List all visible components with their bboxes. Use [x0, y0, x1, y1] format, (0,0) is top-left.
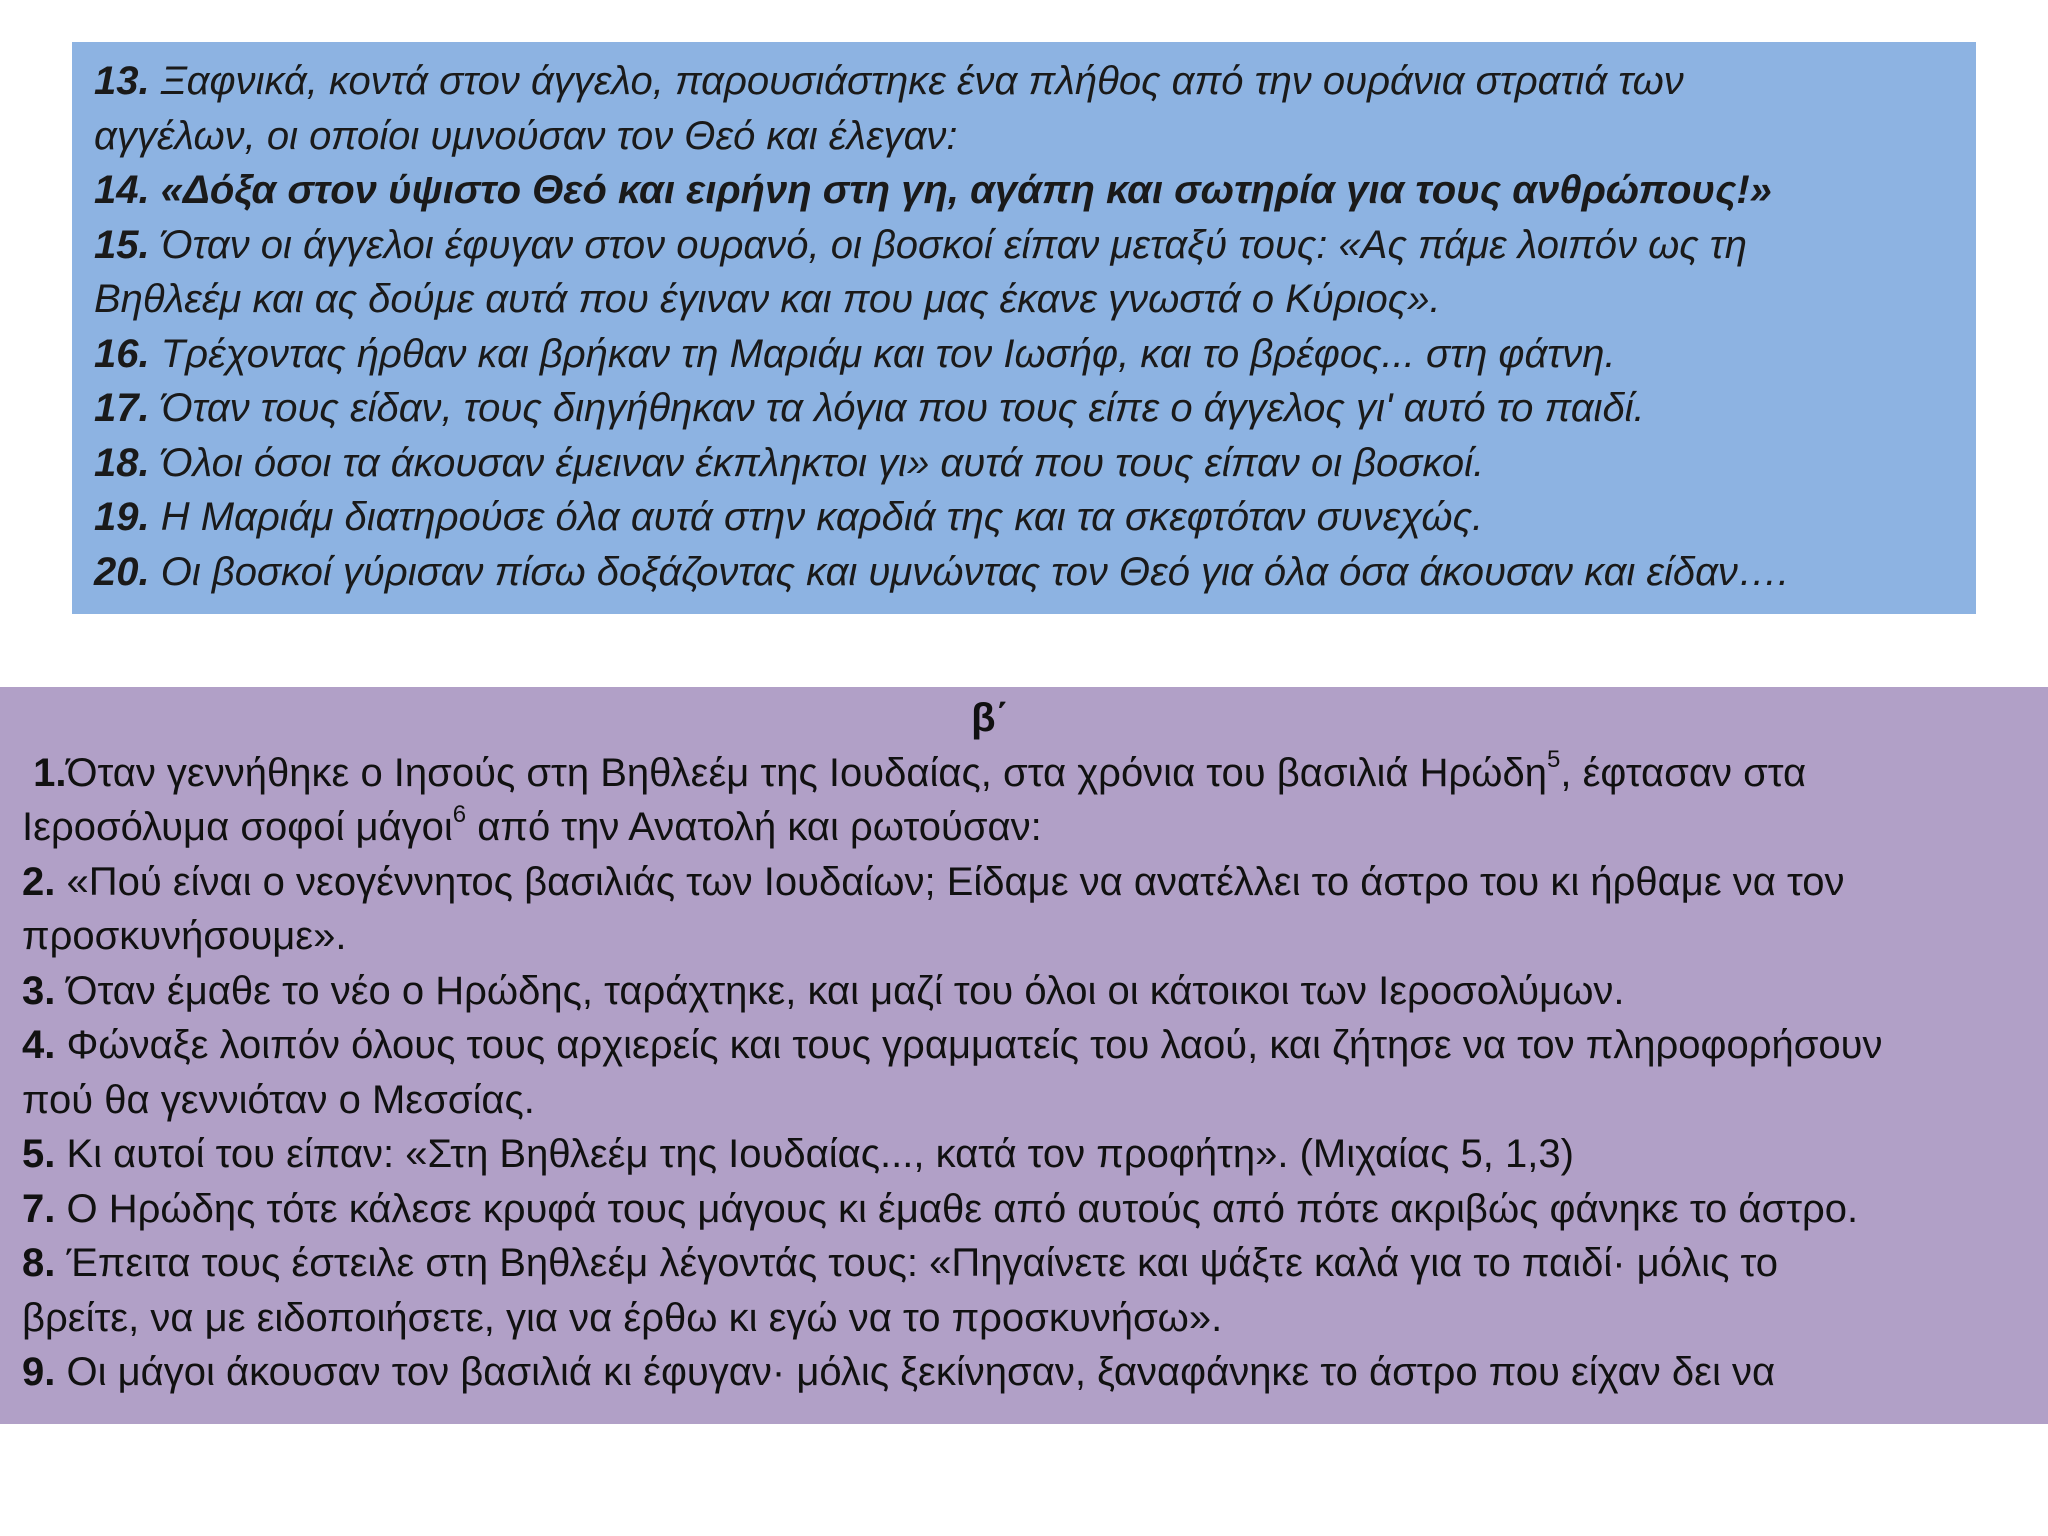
verse-number: 8.: [22, 1241, 56, 1285]
verse-text: , έφτασαν στα: [1560, 750, 1807, 795]
verse-text: Όλοι όσοι τα άκουσαν έμειναν έκπληκτοι γι» αυτά που τους είπαν οι βοσκοί.: [149, 440, 1485, 485]
verse-14-line: [94, 163, 1956, 218]
footnote-marker: 5: [1547, 746, 1561, 774]
verse-number: 5.: [22, 1132, 56, 1176]
verse-number: 15.: [94, 222, 150, 267]
verse-text: Βηθλεέμ και ας δούμε αυτά που έγιναν και που μας έκανε γνωστά ο Κύριος».: [94, 277, 1441, 321]
top-text-box: [72, 42, 1976, 614]
verse-number: 9.: [22, 1350, 56, 1394]
verse-1-line-1: [22, 746, 2028, 801]
verse-number: 20.: [94, 549, 150, 594]
verse-1-line-2: [22, 800, 2028, 855]
verse-number: 13.: [94, 59, 150, 103]
verse-number: 7.: [22, 1186, 56, 1231]
verse-text: Κι αυτοί του είπαν: «Στη Βηθλεέμ της Ιουδαίας..., κατά τον προφήτη». (Μιχαίας 5, 1,3): [55, 1132, 1574, 1176]
footnote-marker: 6: [452, 800, 467, 828]
verse-text: Τρέχοντας ήρθαν και βρήκαν τη Μαριάμ και τον Ιωσήφ, και το βρέφος... στη φάτνη.: [149, 331, 1616, 376]
verse-text: «Πού είναι ο νεογέννητος βασιλιάς των Ιουδαίων; Είδαμε να ανατέλλει το άστρο του κι ήρθαμε να τον: [55, 859, 1845, 904]
verse-16-line: [94, 327, 1956, 382]
verse-number: 4.: [22, 1023, 56, 1067]
verse-7-line: [22, 1182, 2028, 1237]
verse-2-line-1: [22, 855, 2028, 910]
verse-15-line-1: [94, 218, 1956, 273]
verse-text: Όταν έμαθε το νέο ο Ηρώδης, ταράχτηκε, και μαζί του όλοι οι κάτοικοι των Ιεροσολύμων.: [55, 968, 1625, 1013]
verse-17-line: [94, 381, 1956, 436]
verse-text: Οι βοσκοί γύρισαν πίσω δοξάζοντας και υμνώντας τον Θεό για όλα όσα άκουσαν και είδαν….: [149, 549, 1790, 594]
verse-number: 19.: [94, 495, 150, 539]
verse-text: προσκυνήσουμε».: [22, 914, 347, 958]
verse-text: από την Ανατολή και ρωτούσαν:: [466, 805, 1042, 849]
verse-20-line: [94, 545, 1956, 600]
verse-3-line: [22, 964, 2028, 1019]
verse-text: Φώναξε λοιπόν όλους τους αρχιερείς και τους γραμματείς του λαού, και ζήτησε να τον πληροφορήσουν: [55, 1023, 1883, 1067]
verse-13-line-1: [94, 54, 1956, 109]
verse-number: 14.: [94, 168, 150, 212]
leading-space: [22, 751, 33, 795]
verse-text: Οι μάγοι άκουσαν τον βασιλιά κι έφυγαν· μόλις ξεκίνησαν, ξαναφάνηκε το άστρο που είχαν δει να: [55, 1350, 1776, 1394]
verse-number: 1.: [33, 750, 67, 795]
verse-text: πού θα γεννιόταν ο Μεσσίας.: [22, 1077, 535, 1122]
verse-5-line: [22, 1127, 2028, 1182]
verse-number: 17.: [94, 386, 150, 430]
verse-number: 3.: [22, 968, 56, 1013]
verse-text: Ιεροσόλυμα σοφοί μάγοι: [22, 805, 453, 849]
verse-text: αγγέλων, οι οποίοι υμνούσαν τον Θεό και έλεγαν:: [94, 113, 958, 158]
verse-text: Η Μαριάμ διατηρούσε όλα αυτά στην καρδιά της και τα σκεφτόταν συνεχώς.: [149, 495, 1484, 539]
verse-2-line-2: [22, 909, 2028, 964]
verse-text: «Δόξα στον ύψιστο Θεό και ειρήνη στη γη, αγάπη και σωτηρία για τους ανθρώπους!»: [149, 168, 1772, 212]
verse-number: 16.: [94, 331, 150, 376]
verse-19-line: [94, 490, 1956, 545]
verse-number: 2.: [22, 859, 56, 904]
section-heading: β΄: [971, 696, 1009, 740]
bottom-text-box: [0, 687, 2048, 1424]
verse-13-line-2: [94, 109, 1956, 164]
verse-text: Έπειτα τους έστειλε στη Βηθλεέμ λέγοντάς τους: «Πηγαίνετε και ψάξτε καλά για το παιδί· μόλις το: [55, 1241, 1778, 1285]
verse-text: Ο Ηρώδης τότε κάλεσε κρυφά τους μάγους κι έμαθε από αυτούς από πότε ακριβώς φάνηκε το άστρο.: [55, 1186, 1859, 1231]
verse-8-line-1: [22, 1236, 2028, 1291]
verse-text: Όταν γεννήθηκε ο Ιησούς στη Βηθλεέμ της Ιουδαίας, στα χρόνια του βασιλιά Ηρώδη: [66, 750, 1547, 795]
verse-text: Ξαφνικά, κοντά στον άγγελο, παρουσιάστηκε ένα πλήθος από την ουράνια στρατιά των: [149, 59, 1684, 103]
verse-18-line: [94, 436, 1956, 491]
verse-8-line-2: [22, 1291, 2028, 1346]
verse-15-line-2: [94, 272, 1956, 327]
verse-4-line-1: [22, 1018, 2028, 1073]
verse-text: Όταν οι άγγελοι έφυγαν στον ουρανό, οι βοσκοί είπαν μεταξύ τους: «Ας πάμε λοιπόν ως τη: [149, 222, 1747, 267]
verse-4-line-2: [22, 1073, 2028, 1128]
verse-9-line: [22, 1345, 2028, 1400]
verse-number: 18.: [94, 440, 150, 485]
verse-text: βρείτε, να με ειδοποιήσετε, για να έρθω κι εγώ να το προσκυνήσω».: [22, 1295, 1223, 1340]
verse-text: Όταν τους είδαν, τους διηγήθηκαν τα λόγια που τους είπε ο άγγελος γι' αυτό το παιδί.: [149, 386, 1645, 430]
